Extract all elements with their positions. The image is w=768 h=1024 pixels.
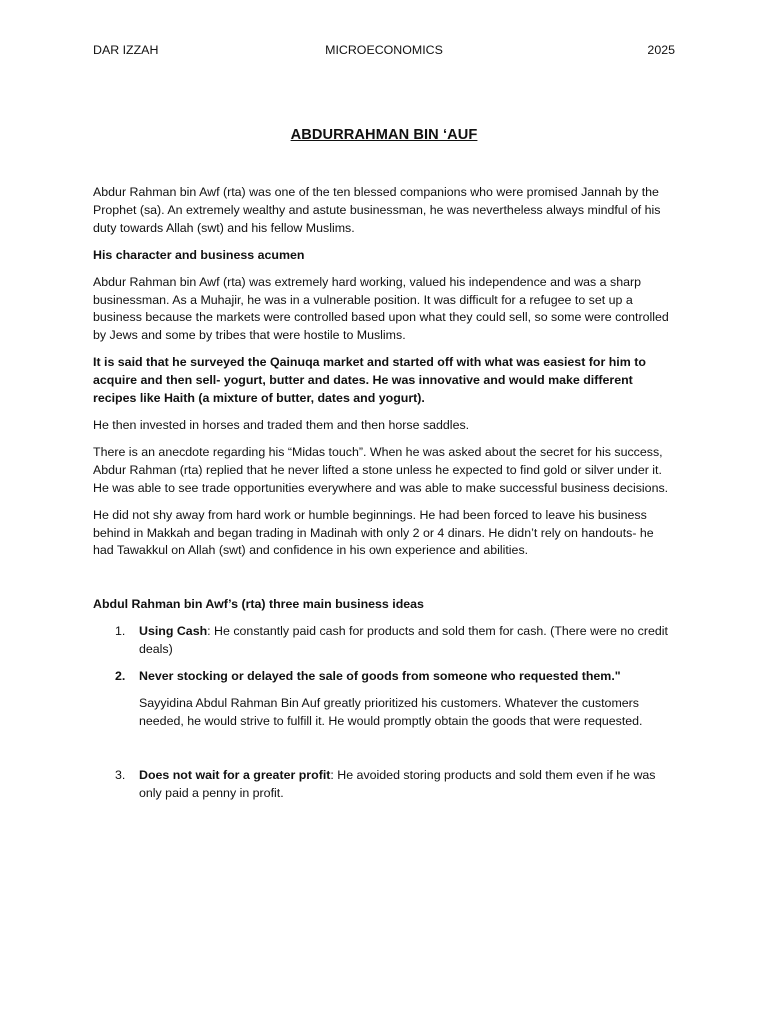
list-item: [93, 668, 677, 731]
humble-beginnings-paragraph: He did not shy away from hard work or humble beginnings. He had been forced to leave his business behind in Makkah and began trading in Madinah with only 2 or 4 dinars. He didn’t rely on handouts- he had Tawakkul on Allah (swt) and confidence in his own experience and abilities.: [93, 507, 654, 558]
midas-paragraph: There is an anecdote regarding his “Midas touch”. When he was asked about the secret for his success, Abdur Rahman (rta) replied that he never lifted a stone unless he expected to find gold or silver under it. He was able to see trade opportunities everywhere and was able to make successful business decisions.: [93, 444, 669, 495]
business-ideas-list: [93, 623, 677, 802]
intro-paragraph: Abdur Rahman bin Awf (rta) was one of the ten blessed companions who were promised Jannah by the Prophet (sa). An extremely wealthy and astute businessman, he was nevertheless always mindful of his duty towards Allah (swt) and his fellow Muslims.: [93, 185, 661, 235]
list-number: 1.: [115, 624, 126, 639]
idea-text: : He constantly paid cash for products and sold them for cash. (There were no credit deals): [139, 624, 668, 657]
horses-paragraph: He then invested in horses and traded them and then horse saddles.: [93, 417, 470, 432]
header-year: 2025: [647, 43, 675, 57]
idea-label: Does not wait for a greater profit: [139, 767, 331, 782]
idea-description: Sayyidina Abdul Rahman Bin Auf greatly prioritized his customers. Whatever the customers needed, he would strive to fulfill it. He would promptly obtain the goods that were requested.: [139, 695, 643, 728]
header-school: DAR IZZAH: [93, 43, 159, 57]
ideas-heading: Abdul Rahman bin Awf’s (rta) three main business ideas: [93, 597, 424, 612]
list-number: 2.: [115, 669, 126, 684]
idea-label: Using Cash: [139, 624, 208, 639]
market-paragraph: It is said that he surveyed the Qainuqa market and started off with what was easiest for him to acquire and then sell- yogurt, butter and dates. He was innovative and would make different recipes like Haith (a mixture of butter, dates and yogurt).: [93, 355, 646, 406]
document-body: [93, 184, 677, 812]
header-subject: MICROECONOMICS: [325, 43, 443, 57]
list-item: [93, 767, 677, 803]
character-paragraph: Abdur Rahman bin Awf (rta) was extremely hard working, valued his independence and was a sharp businessman. As a Muhajir, he was in a vulnerable position. It was difficult for a refugee to set up a business because the markets were controlled based upon what they could sell, so some were controlled by Jews and some by tribes that were hostile to Muslims.: [93, 274, 669, 343]
page-header: [93, 43, 675, 59]
idea-label: Never stocking or delayed the sale of goods from someone who requested them.": [139, 669, 621, 684]
list-item: [93, 623, 677, 659]
list-number: 3.: [115, 767, 126, 782]
idea-text: : He avoided storing products and sold them even if he was only paid a penny in profit.: [139, 767, 656, 800]
document-title: ABDURRAHMAN BIN ‘AUF: [290, 127, 478, 143]
character-heading: His character and business acumen: [93, 247, 305, 262]
